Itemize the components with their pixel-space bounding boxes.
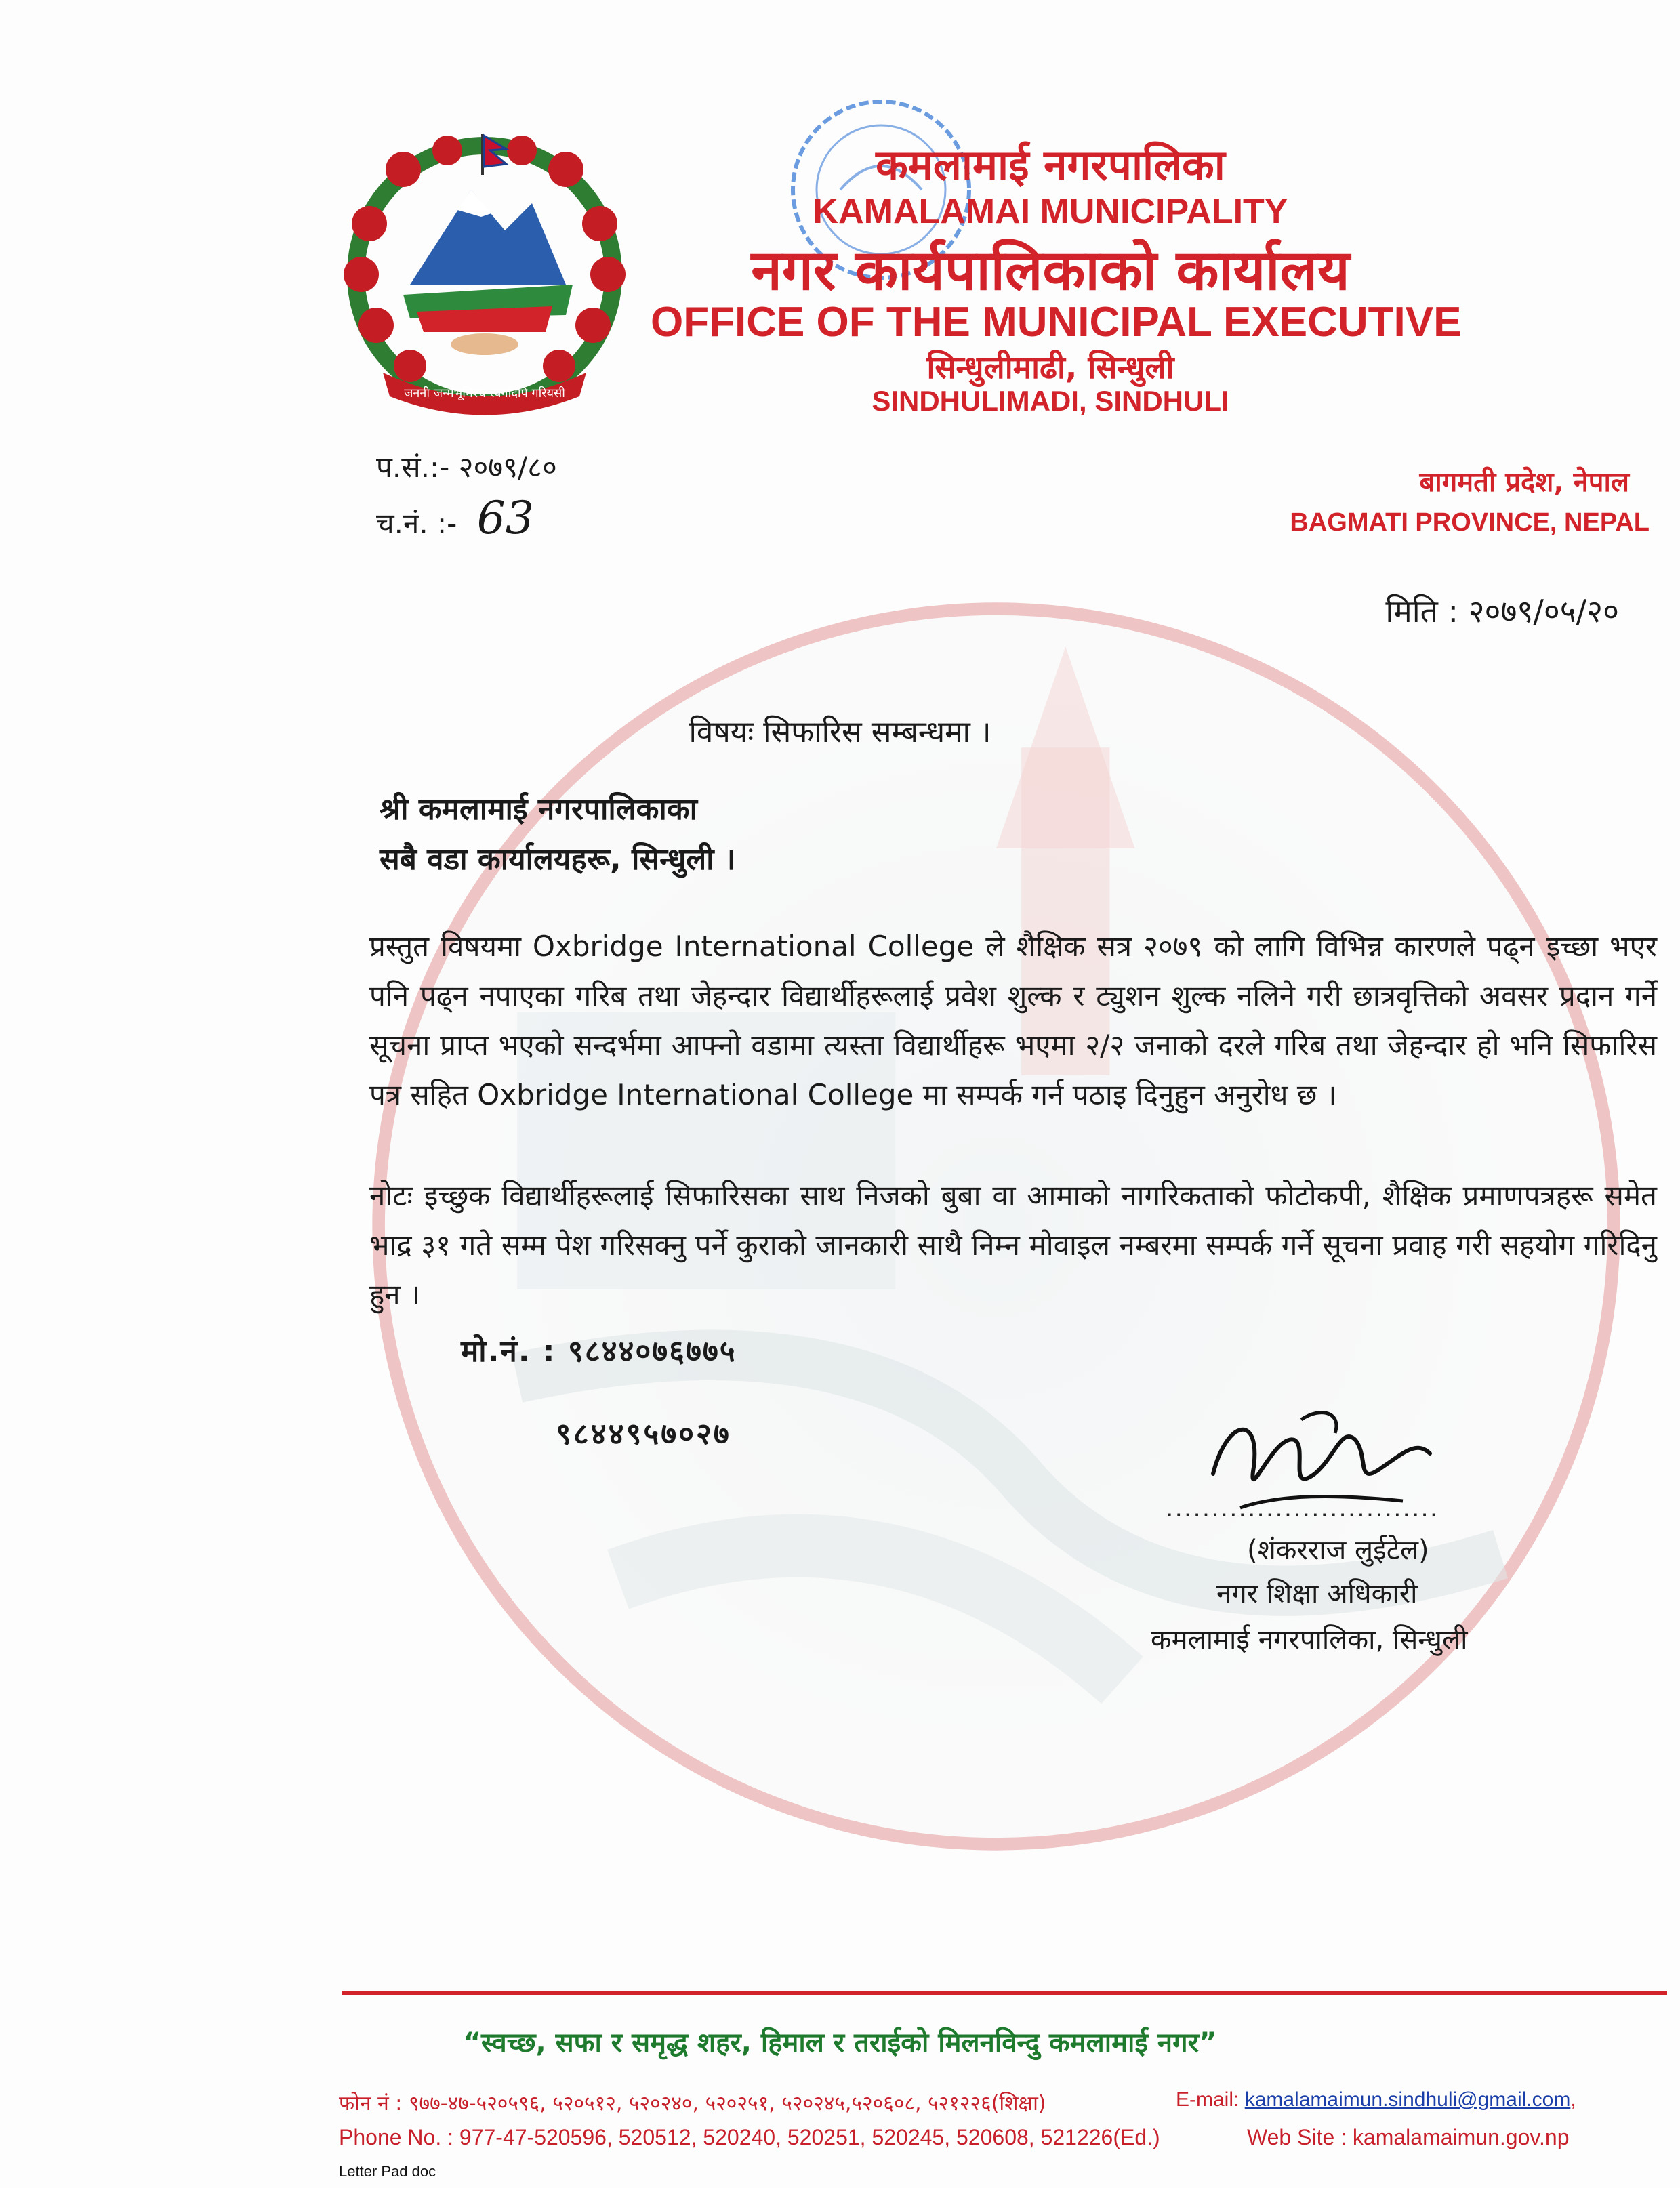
footer-phone-english <box>339 2125 1160 2150</box>
mobile-value-1: ९८४४०७६७७५ <box>567 1334 737 1369</box>
mountain-map-icon <box>403 190 573 332</box>
note-paragraph: नोटः इच्छुक विद्यार्थीहरूलाई सिफारिसका साथ निजको बुबा वा आमाको नागरिकताको फोटोकपी, शैक्षिक प्रमाणपत्रहरू समेत भाद्र ३१ गते सम्म पेश गरिसक्नु पर्ने कुराको जानकारी साथै निम्न मोवाइल नम्बरमा सम्पर्क गर्ने सूचना प्रवाह गरी सहयोग गरिदिनु हुन । <box>369 1179 1657 1311</box>
mobile-number-2: ९८४४९५७०२७ <box>556 1417 731 1451</box>
letter-date: मिति : २०७९/०५/२० <box>1385 593 1619 629</box>
website-label: Web Site : <box>1247 2125 1347 2149</box>
website-link[interactable]: kamalamaimun.gov.np <box>1352 2125 1570 2149</box>
location-nepali: सिन्धुलीमाढी, सिन्धुली <box>926 349 1174 386</box>
letter-pad-label: Letter Pad doc <box>339 2163 436 2180</box>
footer-divider <box>342 1991 1667 1995</box>
addressee-line-2: सबै वडा कार्यालयहरू, सिन्धुली । <box>380 842 736 877</box>
province-nepali: बागमती प्रदेश, नेपाल <box>1419 467 1629 498</box>
dispatch-number <box>376 492 534 544</box>
province-english: BAGMATI PROVINCE, NEPAL <box>1290 508 1650 537</box>
footer-slogan: “स्वच्छ, सफा र समृद्ध शहर, हिमाल र तराईको मिलनविन्दु कमलामाई नगर” <box>463 2027 1217 2059</box>
mobile-number-1 <box>461 1329 737 1370</box>
footer-phone-nepali <box>339 2088 1046 2116</box>
location-english: SINDHULIMADI, SINDHULI <box>872 385 1229 417</box>
email-link[interactable]: kamalamaimun.sindhuli@gmail.com <box>1244 2088 1571 2111</box>
phone-en-values: : 977-47-520596, 520512, 520240, 520251, 520245, 520608, 521226(Ed.) <box>447 2125 1160 2149</box>
phone-ne-label: फोन नं : <box>339 2092 403 2115</box>
nepal-emblem-logo <box>329 129 640 420</box>
email-label: E-mail: <box>1176 2088 1239 2111</box>
footer-website <box>1247 2125 1569 2150</box>
signer-title: नगर शिक्षा अधिकारी <box>1216 1578 1418 1609</box>
phone-ne-values: ९७७-४७-५२०५९६, ५२०५१२, ५२०२४०, ५२०२५१, ५२०२४५,५२०६०८, ५२१२२६(शिक्षा) <box>408 2092 1046 2115</box>
footer-email <box>1176 2088 1576 2111</box>
office-name-nepali: नगर कार्यपालिकाको कार्यालय <box>751 239 1350 303</box>
reference-number <box>376 447 557 486</box>
handshake-icon <box>451 333 518 355</box>
ref-label: प.सं.:- <box>376 451 450 484</box>
org-name-nepali: कमलामाई नगरपालिका <box>876 140 1225 190</box>
signature-dots: .............................. <box>1166 1495 1439 1523</box>
signer-office: कमलामाई नगरपालिका, सिन्धुली <box>1151 1624 1468 1655</box>
signer-name: (शंकरराज लुईटेल) <box>1247 1535 1429 1566</box>
dispatch-label: च.नं. :- <box>376 507 457 540</box>
emblem-motto: जननी जन्मभूमिश्च स्वर्गादपि गरियसी <box>404 386 565 400</box>
email-suffix: , <box>1570 2088 1576 2111</box>
mobile-label: मो.नं. : <box>461 1334 556 1369</box>
org-name-english: KAMALAMAI MUNICIPALITY <box>813 192 1288 231</box>
ref-value: २०७९/८० <box>458 451 557 484</box>
body-paragraph: प्रस्तुत विषयमा Oxbridge International College ले शैक्षिक सत्र २०७९ को लागि विभिन्न कारणले पढ्न इच्छा भएर पनि पढ्न नपाएका गरिब तथा जेहन्दार विद्यार्थीहरूलाई प्रवेश शुल्क र ट्युशन शुल्क नलिने गरी छात्रवृत्तिको अवसर प्रदान गर्ने सूचना प्राप्त भएको सन्दर्भमा आफ्नो वडामा त्यस्ता विद्यार्थीहरू भएमा २/२ जनाको दरले गरिब तथा जेहन्दार हो भनि सिफारिस पत्र सहित Oxbridge International College मा सम्पर्क गर्न पठाइ दिनुहुन अनुरोध छ । <box>369 930 1657 1111</box>
phone-en-label: Phone No. <box>339 2125 442 2149</box>
office-name-english: OFFICE OF THE MUNICIPAL EXECUTIVE <box>651 299 1462 346</box>
dispatch-value: 63 <box>476 492 534 544</box>
letter-subject: विषयः सिफारिस सम्बन्धमा । <box>689 715 991 749</box>
addressee-line-1: श्री कमलामाई नगरपालिकाका <box>380 792 698 827</box>
